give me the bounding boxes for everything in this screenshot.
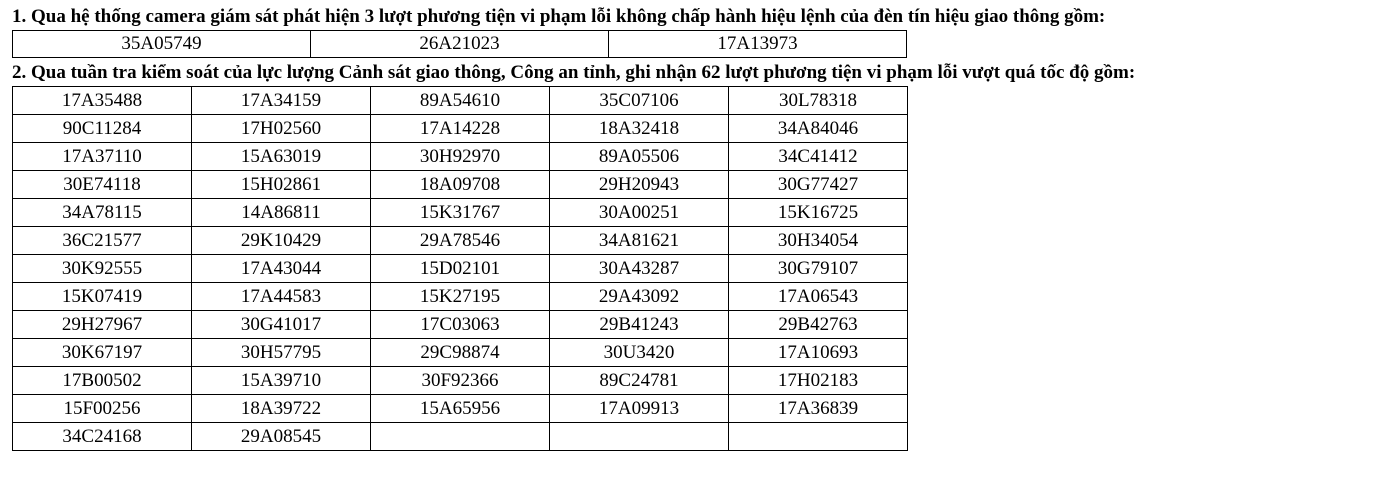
plate-cell: 17A43044 xyxy=(192,255,371,283)
section2-heading: 2. Qua tuần tra kiểm soát của lực lượng Cảnh sát giao thông, Công an tỉnh, ghi nhận 62 lượt phương tiện vi phạm lỗi vượt quá tốc độ gồm: xyxy=(12,62,1136,83)
plate-cell: 17B00502 xyxy=(13,367,192,395)
plate-cell: 15K16725 xyxy=(729,199,908,227)
plate-cell: 34C41412 xyxy=(729,143,908,171)
plate-cell: 30G41017 xyxy=(192,311,371,339)
plate-cell: 36C21577 xyxy=(13,227,192,255)
plate-cell: 35C07106 xyxy=(550,87,729,115)
table-row xyxy=(13,115,908,143)
plate-cell: 30H34054 xyxy=(729,227,908,255)
plate-cell: 35A05749 xyxy=(13,31,311,58)
plate-cell: 17A44583 xyxy=(192,283,371,311)
table-row xyxy=(13,311,908,339)
plate-cell: 29B42763 xyxy=(729,311,908,339)
plate-cell: 30G77427 xyxy=(729,171,908,199)
plate-cell: 15F00256 xyxy=(13,395,192,423)
plate-cell: 17A37110 xyxy=(13,143,192,171)
plate-cell: 17H02183 xyxy=(729,367,908,395)
plate-cell: 26A21023 xyxy=(311,31,609,58)
plate-cell: 29B41243 xyxy=(550,311,729,339)
plate-cell: 18A09708 xyxy=(371,171,550,199)
plate-cell: 17A09913 xyxy=(550,395,729,423)
plate-cell: 18A39722 xyxy=(192,395,371,423)
plate-cell: 34A84046 xyxy=(729,115,908,143)
plate-cell: 17A06543 xyxy=(729,283,908,311)
plate-cell: 15K27195 xyxy=(371,283,550,311)
table-row xyxy=(13,255,908,283)
plate-cell: 30K92555 xyxy=(13,255,192,283)
plate-cell: 30A43287 xyxy=(550,255,729,283)
plate-cell: 29A78546 xyxy=(371,227,550,255)
plate-cell: 15K31767 xyxy=(371,199,550,227)
plate-cell: 17A36839 xyxy=(729,395,908,423)
plate-cell: 17A34159 xyxy=(192,87,371,115)
plate-cell: 15A63019 xyxy=(192,143,371,171)
plate-cell: 17C03063 xyxy=(371,311,550,339)
cropped-previous-line xyxy=(0,0,1395,4)
plate-cell: 30K67197 xyxy=(13,339,192,367)
plate-cell: 30F92366 xyxy=(371,367,550,395)
plate-cell: 15D02101 xyxy=(371,255,550,283)
plate-cell: 17H02560 xyxy=(192,115,371,143)
camera-violations-table xyxy=(12,30,907,58)
table-row xyxy=(13,199,908,227)
table-row xyxy=(13,87,908,115)
table-row xyxy=(13,227,908,255)
plate-cell: 30L78318 xyxy=(729,87,908,115)
plate-cell: 15H02861 xyxy=(192,171,371,199)
plate-cell: 17A14228 xyxy=(371,115,550,143)
plate-cell xyxy=(550,423,729,451)
plate-cell: 14A86811 xyxy=(192,199,371,227)
plate-cell: 18A32418 xyxy=(550,115,729,143)
speeding-violations-table xyxy=(12,86,908,451)
table-row xyxy=(13,31,907,58)
plate-cell: 15K07419 xyxy=(13,283,192,311)
table-row xyxy=(13,143,908,171)
plate-cell: 29A43092 xyxy=(550,283,729,311)
plate-cell xyxy=(371,423,550,451)
plate-cell: 89C24781 xyxy=(550,367,729,395)
plate-cell: 29H27967 xyxy=(13,311,192,339)
table-row xyxy=(13,367,908,395)
plate-cell: 30E74118 xyxy=(13,171,192,199)
section1-heading: 1. Qua hệ thống camera giám sát phát hiện 3 lượt phương tiện vi phạm lỗi không chấp hành hiệu lệnh của đèn tín hiệu giao thông gồm: xyxy=(12,6,1106,27)
plate-cell: 29A08545 xyxy=(192,423,371,451)
plate-cell xyxy=(729,423,908,451)
plate-cell: 15A39710 xyxy=(192,367,371,395)
plate-cell: 17A10693 xyxy=(729,339,908,367)
table-row xyxy=(13,339,908,367)
plate-cell: 15A65956 xyxy=(371,395,550,423)
plate-cell: 34A81621 xyxy=(550,227,729,255)
plate-cell: 34C24168 xyxy=(13,423,192,451)
plate-cell: 30H92970 xyxy=(371,143,550,171)
plate-cell: 17A35488 xyxy=(13,87,192,115)
plate-cell: 17A13973 xyxy=(609,31,907,58)
plate-cell: 90C11284 xyxy=(13,115,192,143)
plate-cell: 89A54610 xyxy=(371,87,550,115)
plate-cell: 30U3420 xyxy=(550,339,729,367)
plate-cell: 30H57795 xyxy=(192,339,371,367)
table-row xyxy=(13,423,908,451)
plate-cell: 29K10429 xyxy=(192,227,371,255)
table-row xyxy=(13,283,908,311)
plate-cell: 29H20943 xyxy=(550,171,729,199)
plate-cell: 30A00251 xyxy=(550,199,729,227)
plate-cell: 34A78115 xyxy=(13,199,192,227)
table-row xyxy=(13,395,908,423)
plate-cell: 29C98874 xyxy=(371,339,550,367)
plate-cell: 89A05506 xyxy=(550,143,729,171)
table-row xyxy=(13,171,908,199)
plate-cell: 30G79107 xyxy=(729,255,908,283)
